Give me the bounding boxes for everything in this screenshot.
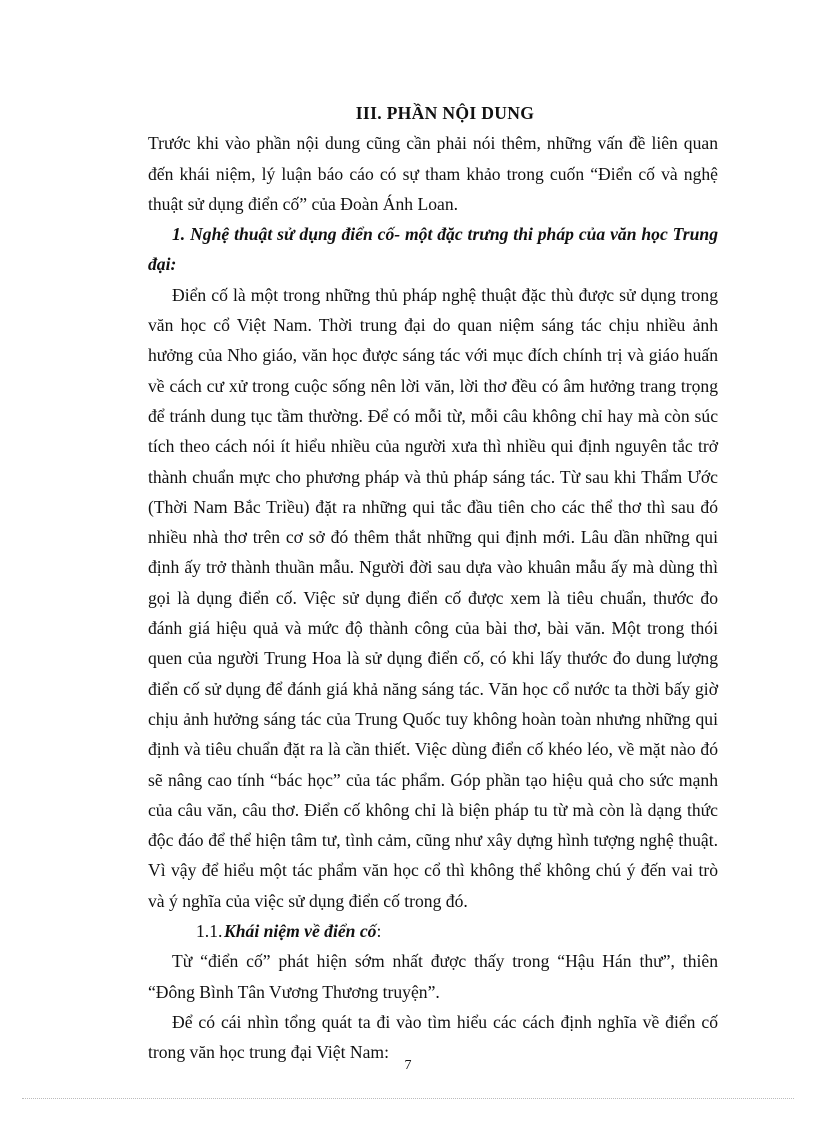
page-content <box>148 98 718 1068</box>
page-bottom-edge <box>22 1098 794 1099</box>
body-paragraph-1 <box>148 280 718 916</box>
intro-text: Trước khi vào phần nội dung cũng cần phải nói thêm, những vấn đề liên quan đến khái niệm, lý luận báo cáo có sự tham khảo trong cuốn “Điển cố và nghệ thuật sử dụng điển cố” của Đoàn Ánh Loan. <box>148 133 718 214</box>
intro-paragraph <box>148 128 718 219</box>
body-1-text: Điển cố là một trong những thủ pháp nghệ thuật đặc thù được sử dụng trong văn học cổ Việt Nam. Thời trung đại do quan niệm sáng tác chịu nhiều ảnh hưởng của Nho giáo, văn học được sáng tác với mục đích chính trị và giáo huấn về cách cư xử trong cuộc sống nên lời văn, lời thơ đều có âm hưởng trang trọng để tránh dung tục tầm thường. Để có mỗi từ, mỗi câu không chỉ hay mà còn súc tích theo cách nói ít hiểu nhiều của người xưa thì nhiều qui định nguyên tắc trở thành chuẩn mực cho phương pháp và thủ pháp sáng tác. Từ sau khi Thẩm Ước (Thời Nam Bắc Triều) đặt ra những qui tắc đầu tiên cho các thể thơ thì sau đó nhiều nhà thơ trên cơ sở đó thêm thắt những qui định mới. Lâu dần những qui định ấy trở thành thuần mẫu. Người đời sau dựa vào khuân mẫu ấy mà dùng thì gọi là dụng điển cố. Việc sử dụng điển cố được xem là tiêu chuẩn, thước đo đánh giá hiệu quả và mức độ thành công của bài thơ, bài văn. Một trong thói quen của người Trung Hoa là sử dụng điển cố, có khi lấy thước đo dung lượng điển cố sử dụng để đánh giá khả năng sáng tác. Văn học cổ nước ta thời bấy giờ chịu ảnh hưởng sáng tác của Trung Quốc tuy không hoàn toàn nhưng những qui định và tiêu chuẩn đặt ra là cần thiết. Việc dùng điển cố khéo léo, về mặt nào đó sẽ nâng cao tính “bác học” của tác phẩm. Góp phần tạo hiệu quả cho sức mạnh của câu văn, câu thơ. Điển cố không chỉ là biện pháp tu từ mà còn là dạng thức độc đáo để thể hiện tâm tư, tình cảm, cũng như xây dựng hình tượng nghệ thuật. Vì vậy để hiểu một tác phẩm văn học cổ thì không thể không chú ý đến vai trò và ý nghĩa của việc sử dụng điển cố trong đó. <box>148 284 718 911</box>
heading-2 <box>148 916 718 946</box>
heading-1: 1. Nghệ thuật sử dụng điển cố- một đặc trưng thi pháp của văn học Trung đại: <box>148 224 718 275</box>
body-3-text: Để có cái nhìn tổng quát ta đi vào tìm hiểu các cách định nghĩa về điển cố trong văn học trung đại Việt Nam: <box>148 1011 718 1063</box>
section-title: III. PHẦN NỘI DUNG <box>355 103 535 123</box>
body-2-text: Từ “điển cố” phát hiện sớm nhất được thấy trong “Hậu Hán thư”, thiên “Đông Bình Tân Vương Thương truyện”. <box>148 951 718 1002</box>
heading-2-colon: : <box>376 921 382 942</box>
body-paragraph-2 <box>148 946 718 1007</box>
heading-2-text: Khái niệm về điển cố <box>224 921 377 942</box>
page-number: 7 <box>404 1058 412 1073</box>
heading-2-number: 1.1. <box>196 921 223 942</box>
